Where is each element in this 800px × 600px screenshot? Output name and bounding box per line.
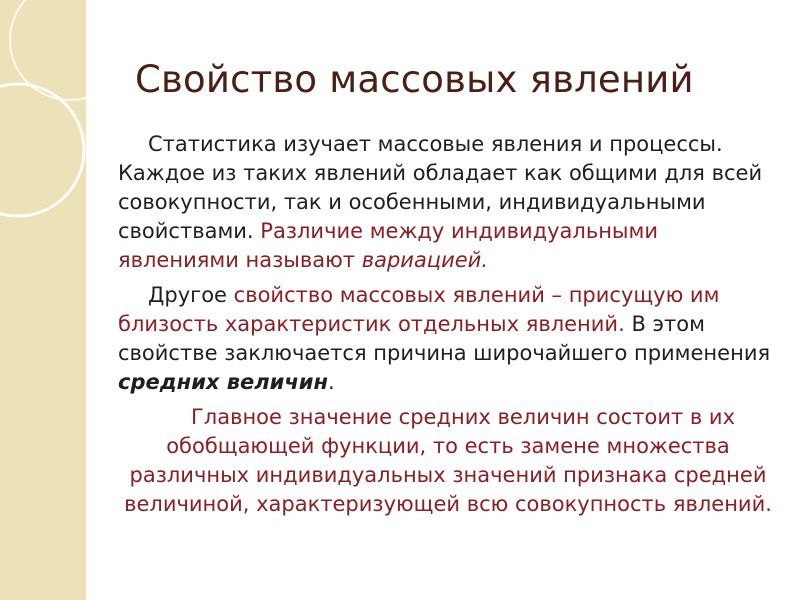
paragraph-2-lead: Другое — [148, 283, 227, 307]
paragraph-2-period: . — [328, 370, 335, 394]
slide-body — [118, 130, 778, 525]
paragraph-3 — [118, 403, 778, 519]
variation-definition: Различие между индивидуальными явлениями называют — [118, 219, 659, 272]
paragraph-2-text: В этом свойстве заключается причина широчайшего применения — [118, 312, 771, 365]
paragraph-1-text: Статистика изучает массовые явления и процессы. Каждое из таких явлений обладает как общими для всей совокупности, так и особенными, индивидуальными свойствами. — [118, 132, 763, 243]
variation-term: вариацией. — [361, 248, 488, 272]
paragraph-3-text: Главное значение средних величин состоит в их обобщающей функции, то есть замене множества различных индивидуальных значений признака средней величиной, характеризующей всю совокупность явлений. — [124, 405, 772, 516]
paragraph-1 — [118, 130, 778, 275]
slide-title: Свойство массовых явлений — [135, 58, 694, 101]
mean-values-term: средних величин — [118, 370, 329, 394]
paragraph-2 — [118, 281, 778, 397]
paragraph-2-highlight: свойство массовых явлений – присущую им близость характеристик отдельных явлений. — [118, 283, 720, 336]
